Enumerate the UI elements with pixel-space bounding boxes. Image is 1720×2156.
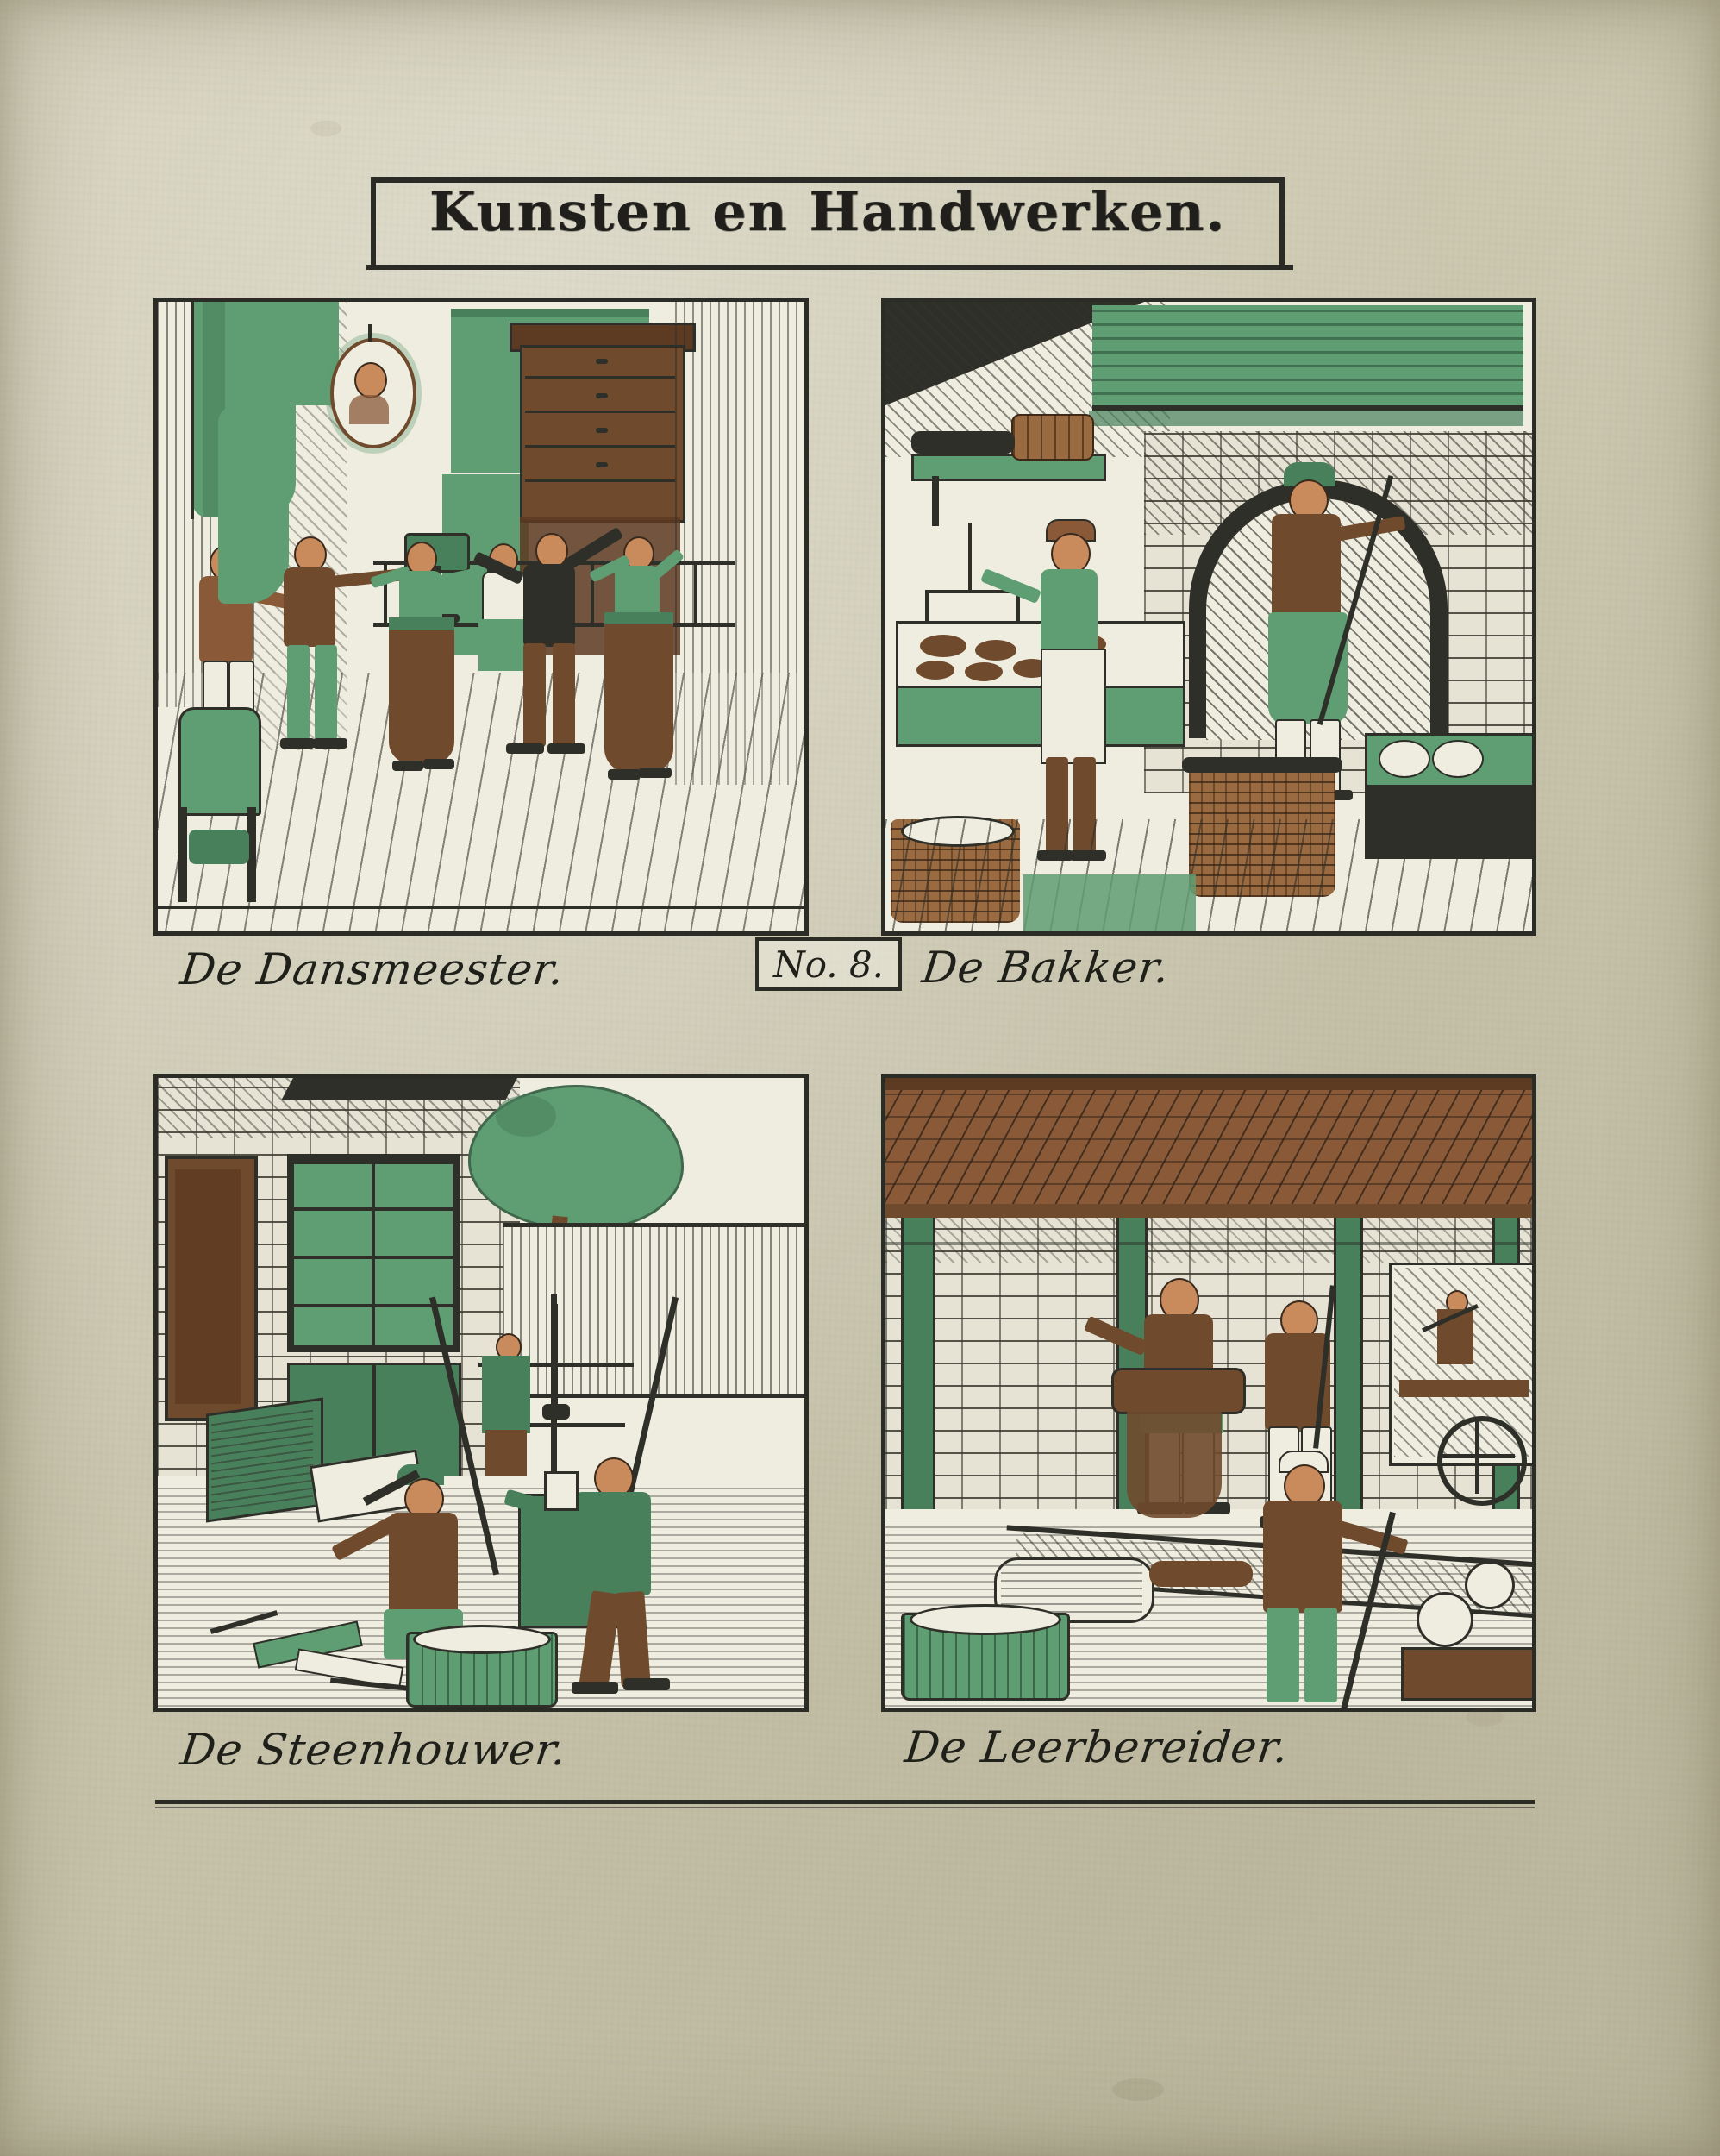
print-plate — [147, 168, 1561, 1979]
bottom-rule-secondary — [155, 1807, 1535, 1808]
panel-steenhouwer — [153, 1074, 809, 1712]
caption-dansmeester: De Dansmeester. — [178, 944, 568, 994]
bottom-rule — [155, 1800, 1535, 1804]
panel-bakker — [881, 298, 1536, 936]
paper-stain — [1112, 2078, 1164, 2101]
panel-dansmeester — [153, 298, 809, 936]
caption-leerbereider: De Leerbereider. — [902, 1722, 1292, 1772]
paper-stain — [310, 121, 341, 136]
title-underline — [366, 265, 1293, 270]
caption-steenhouwer: De Steenhouwer. — [178, 1725, 571, 1775]
caption-bakker: De Bakker. — [919, 943, 1173, 993]
plate-number: No. 8. — [755, 937, 902, 991]
paper-stain — [1466, 1708, 1504, 1727]
page-title: Kunsten en Handwerken. — [428, 180, 1227, 243]
panel-leerbereider — [881, 1074, 1536, 1712]
